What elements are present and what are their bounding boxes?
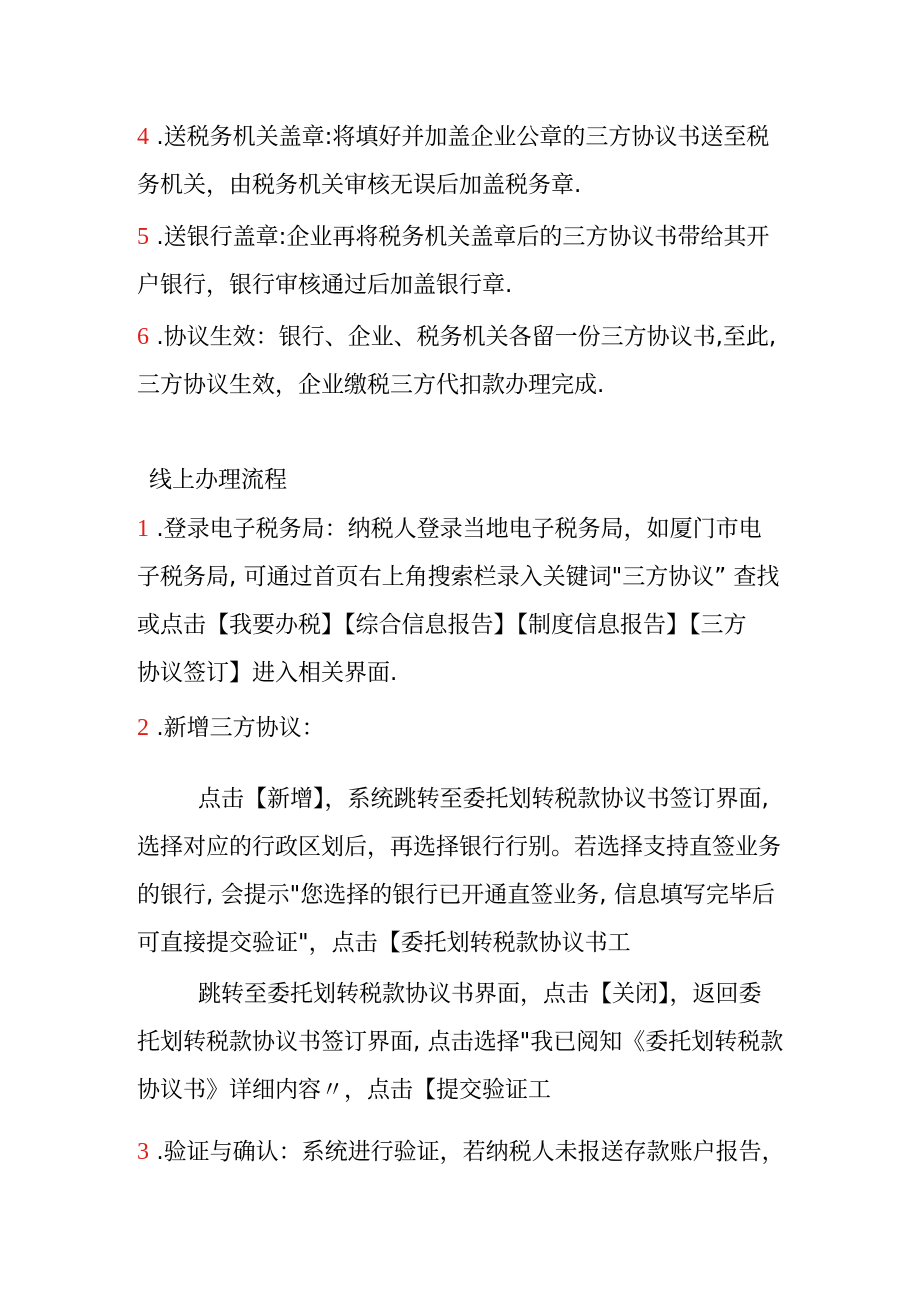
online-step-1-line-3: 或点击【我要办税】【综合信息报告】【制度信息报告】【三方 [137,612,747,638]
paragraph-1-line-2: 选择对应的行政区划后，再选择银行行别。若选择支持直签业务 [137,834,781,860]
paragraph-1-line-4: 可直接提交验证"，点击【委托划转税款协议书工 [137,930,631,956]
online-step-1-line-2: 子税务局, 可通过首页右上角搜索栏录入关键词"三方协议” 查找 [137,564,780,590]
paragraph-2-line-1: 跳转至委托划转税款协议书界面，点击【关闭】，返回委 [198,981,762,1007]
step-text: .验证与确认：系统进行验证，若纳税人未报送存款账户报告， [156,1139,785,1165]
online-step-3-line-1 [137,1137,785,1167]
step-text: .登录电子税务局：纳税人登录当地电子税务局，如厦门市电 [156,516,762,542]
step-4-line-1 [137,122,769,152]
step-number: 4 [137,124,149,150]
step-number: 3 [137,1139,149,1165]
step-5-line-2: 户银行，银行审核通过后加盖银行章. [137,272,513,298]
step-5-line-1 [137,222,769,252]
paragraph-2-line-3: 协议书》详细内容〃，点击【提交验证工 [137,1077,551,1103]
paragraph-2-line-2: 托划转税款协议书签订界面, 点击选择"我已阅知《委托划转税款 [137,1029,784,1055]
step-number: 6 [137,324,149,350]
online-step-1-line-1 [137,514,762,544]
step-6-line-1 [137,322,776,352]
step-6-line-2: 三方协议生效，企业缴税三方代扣款办理完成. [137,372,605,398]
online-step-2-line-1 [137,713,325,743]
step-number: 5 [137,224,149,250]
paragraph-1-line-3: 的银行, 会提示"您选择的银行已开通直签业务, 信息填写完毕后 [137,882,775,908]
step-4-line-2: 务机关，由税务机关审核无误后加盖税务章. [137,172,582,198]
step-text: .送税务机关盖章:将填好并加盖企业公章的三方协议书送至税 [156,124,770,150]
step-text: .送银行盖章:企业再将税务机关盖章后的三方协议书带给其开 [156,224,770,250]
online-step-1-line-4: 协议签订】进入相关界面. [137,660,398,686]
paragraph-1-line-1: 点击【新增】，系统跳转至委托划转税款协议书签订界面, [198,786,769,812]
step-number: 2 [137,715,149,741]
step-number: 1 [137,516,149,542]
online-process-heading: 线上办理流程 [149,467,287,493]
step-text: .新增三方协议： [156,715,325,741]
step-text: .协议生效：银行、企业、税务机关各留一份三方协议书,至此, [156,324,777,350]
